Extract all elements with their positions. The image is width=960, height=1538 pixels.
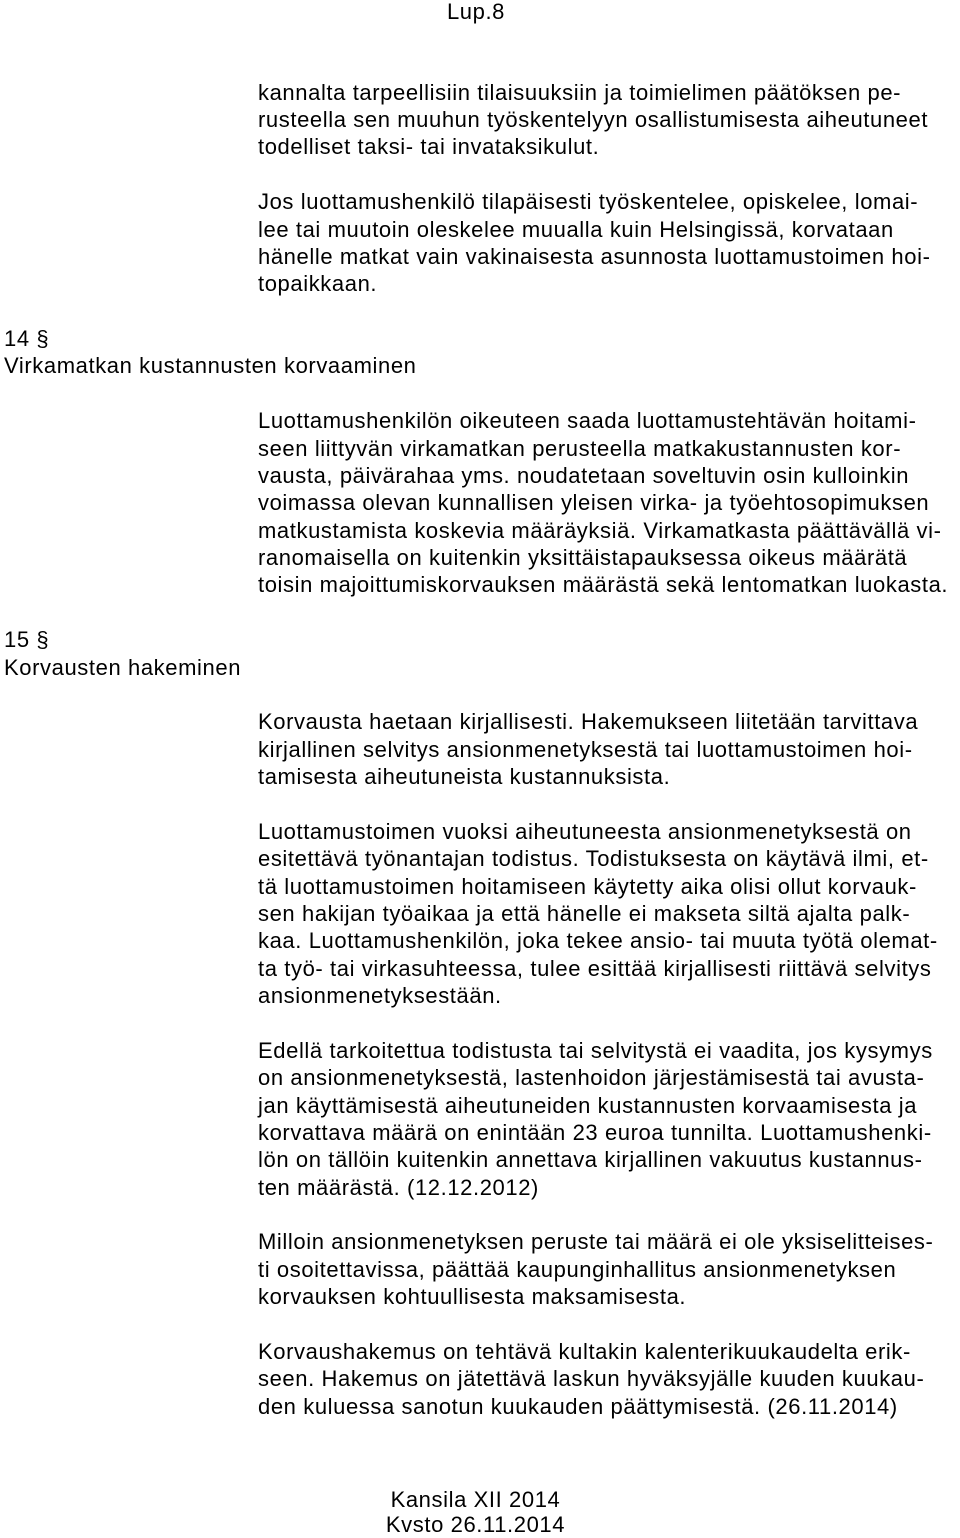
text-line: topaikkaan. — [258, 271, 378, 297]
text-line: ranomaisella on kuitenkin yksittäistapauksessa oikeus määrätä — [258, 545, 908, 571]
body-paragraph — [258, 188, 958, 298]
text-line: hänelle matkat vain vakinaisesta asunnosta luottamustoimen hoi- — [258, 243, 931, 269]
text-line: ta työ- tai virkasuhteessa, tulee esittää kirjallisesti riittävä selvitys — [258, 955, 932, 981]
text-line: seen liittyvän virkamatkan perusteella matkakustannusten kor- — [258, 435, 902, 461]
text-line: Edellä tarkoitettua todistusta tai selvitystä ei vaadita, jos kysymys — [258, 1037, 933, 1063]
text-line: lee tai muutoin oleskelee muualla kuin Helsingissä, korvataan — [258, 216, 894, 242]
page-label: Lup.8 — [446, 0, 506, 24]
section-number: 15 § — [4, 627, 50, 653]
text-line: ti osoitettavissa, päättää kaupunginhallitus ansionmenetyksen — [258, 1256, 897, 1282]
text-line: rusteella sen muuhun työskentelyyn osallistumisesta aiheutuneet — [258, 107, 929, 133]
section-body — [258, 407, 958, 599]
body-paragraph — [258, 818, 958, 1010]
text-line: Luottamustoimen vuoksi aiheutuneesta ansionmenetyksestä on — [258, 818, 912, 844]
text-line: seen. Hakemus on jätettävä laskun hyväksyjälle kuuden kuukau- — [258, 1366, 925, 1392]
text-line: on ansionmenetyksestä, lastenhoidon järjestämisestä tai avusta- — [258, 1065, 925, 1091]
text-line: Korvaushakemus on tehtävä kultakin kalenterikuukaudelta erik- — [258, 1338, 911, 1364]
text-line: Jos luottamushenkilö tilapäisesti työskentelee, opiskelee, lomai- — [258, 189, 919, 215]
section-title: Korvausten hakeminen — [4, 654, 242, 680]
text-line: kirjallinen selvitys ansionmenetyksestä tai luottamustoimen hoi- — [258, 736, 913, 762]
body-paragraph — [258, 1037, 958, 1201]
page-footer — [0, 1487, 951, 1537]
footer-line: Kvsto 26.11.2014 — [385, 1512, 566, 1537]
text-line: korvauksen kohtuullisesta maksamisesta. — [258, 1284, 687, 1310]
section-heading — [4, 626, 504, 681]
text-line: tamisesta aiheutuneista kustannuksista. — [258, 764, 671, 790]
text-line: kaa. Luottamushenkilön, joka tekee ansio- tai muuta työtä olemat- — [258, 928, 938, 954]
text-line: den kuluessa sanotun kuukauden päättymisestä. (26.11.2014) — [258, 1393, 898, 1419]
text-line: sen hakijan työaikaa ja että hänelle ei makseta siltä ajalta palk- — [258, 900, 911, 926]
body-paragraph — [258, 1228, 958, 1310]
text-line: lön on tällöin kuitenkin annettava kirjallinen vakuutus kustannus- — [258, 1147, 923, 1173]
body-paragraph — [258, 708, 958, 790]
section-14 — [0, 325, 960, 599]
text-line: korvattava määrä on enintään 23 euroa tunnilta. Luottamushenki- — [258, 1119, 932, 1145]
section-body — [258, 708, 958, 1420]
text-line: todelliset taksi- tai invataksikulut. — [258, 134, 600, 160]
body-paragraph — [258, 407, 958, 599]
text-line: ten määrästä. (12.12.2012) — [258, 1174, 539, 1200]
body-paragraph — [258, 79, 958, 161]
section-number: 14 § — [4, 326, 50, 352]
text-line: toisin majoittumiskorvauksen määrästä sekä lentomatkan luokasta. — [258, 572, 949, 598]
text-line: vausta, päivärahaa yms. noudatetaan soveltuvin osin kulloinkin — [258, 462, 910, 488]
text-line: kannalta tarpeellisiin tilaisuuksiin ja toimielimen päätöksen pe- — [258, 79, 902, 105]
text-line: Korvausta haetaan kirjallisesti. Hakemukseen liitetään tarvittava — [258, 709, 919, 735]
body-paragraph — [258, 1338, 958, 1420]
section-heading — [4, 325, 504, 380]
text-line: ansionmenetyksestään. — [258, 983, 502, 1009]
text-line: voimassa olevan kunnallisen yleisen virka- ja työehtosopimuksen — [258, 490, 930, 516]
text-line: Luottamushenkilön oikeuteen saada luottamustehtävän hoitami- — [258, 408, 917, 434]
footer-line: Kansila XII 2014 — [390, 1487, 561, 1512]
text-line: tä luottamustoimen hoitamiseen käytetty aika olisi ollut korvauk- — [258, 873, 917, 899]
text-line: Milloin ansionmenetyksen peruste tai määrä ei ole yksiselitteises- — [258, 1229, 934, 1255]
page-header — [0, 0, 952, 24]
text-line: matkustamista koskevia määräyksiä. Virkamatkasta päättävällä vi- — [258, 517, 942, 543]
section-15 — [0, 626, 960, 1420]
continued-text — [258, 79, 958, 298]
text-line: esitettävä työnantajan todistus. Todistuksesta on käytävä ilmi, et- — [258, 846, 929, 872]
section-title: Virkamatkan kustannusten korvaaminen — [4, 353, 417, 379]
text-line: jan käyttämisestä aiheutuneiden kustannusten korvaamisesta ja — [258, 1092, 918, 1118]
